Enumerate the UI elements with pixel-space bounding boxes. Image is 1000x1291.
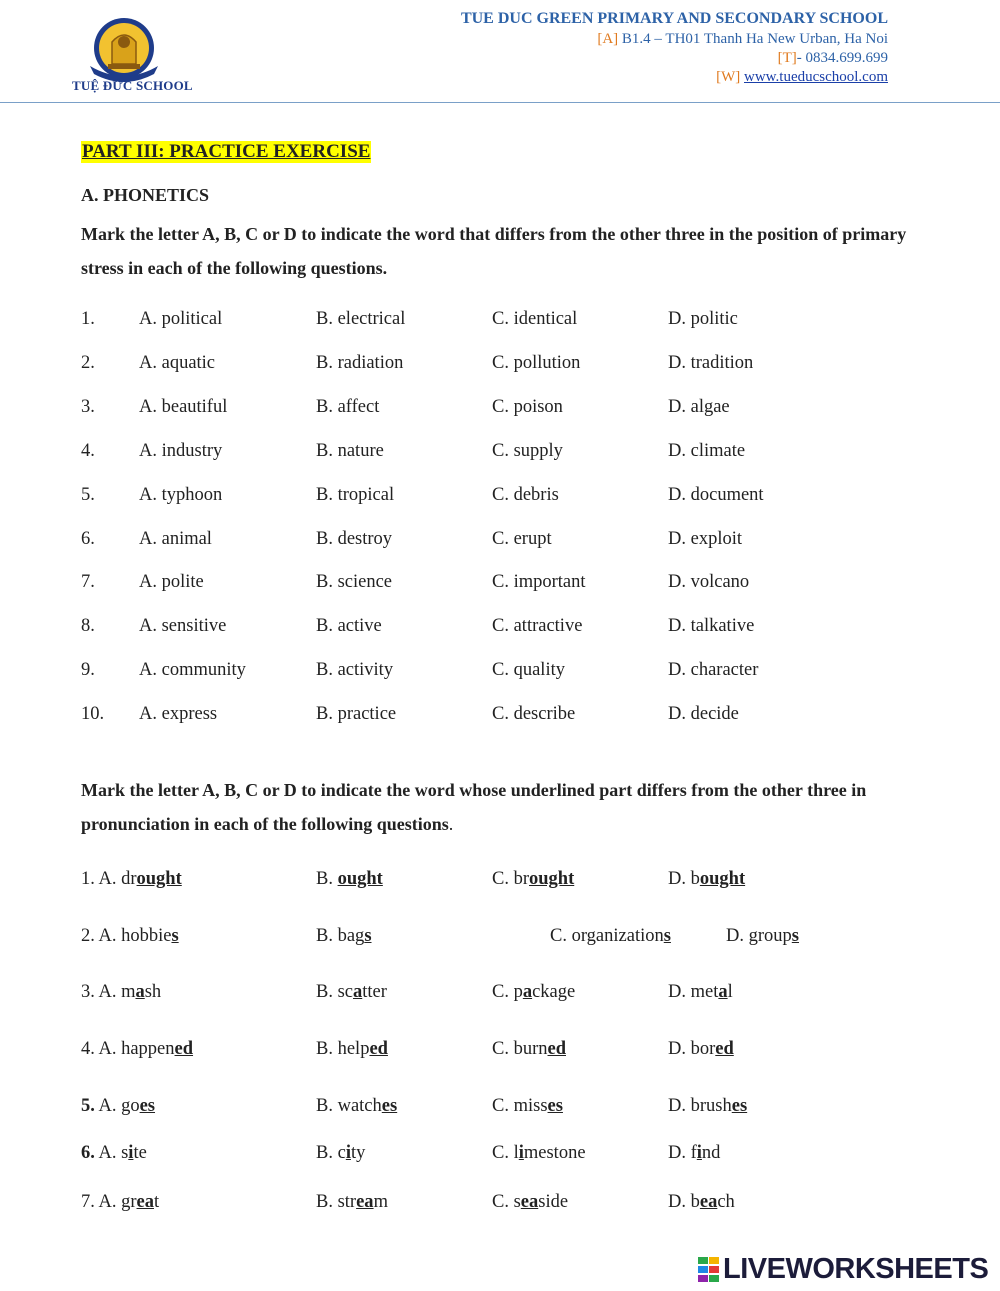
- question-number: 7.: [81, 1192, 99, 1212]
- underlined-part: ought: [699, 869, 746, 889]
- underlined-part: s: [171, 926, 179, 946]
- option-c[interactable]: C. important: [492, 572, 586, 593]
- underlined-part: ed: [174, 1039, 194, 1059]
- option-text-end: m: [373, 1192, 388, 1212]
- address-text: B1.4 – TH01 Thanh Ha New Urban, Ha Noi: [618, 31, 888, 47]
- option-d[interactable]: [726, 926, 799, 947]
- option-text: A. dr: [98, 869, 137, 889]
- option-c[interactable]: C. attractive: [492, 616, 583, 637]
- underlined-part: ought: [136, 869, 182, 889]
- option-text: B. str: [316, 1192, 357, 1212]
- option-a[interactable]: A. political: [139, 309, 223, 329]
- option-b[interactable]: B. affect: [316, 396, 380, 417]
- underlined-part: ought: [337, 869, 383, 889]
- stress-question-4: [0, 441, 1000, 467]
- option-a[interactable]: [81, 1192, 159, 1213]
- pron-question-5: [0, 1096, 1000, 1122]
- option-text-end: sh: [144, 982, 162, 1002]
- underlined-part: i: [518, 1143, 524, 1163]
- option-text: D. met: [668, 982, 719, 1002]
- option-a[interactable]: A. express: [139, 704, 218, 725]
- option-a[interactable]: A. aquatic: [139, 352, 216, 373]
- stress-question-7: [0, 572, 1000, 598]
- underlined-part: i: [345, 1143, 351, 1163]
- option-a[interactable]: A. typhoon: [139, 484, 223, 505]
- question-number: 6.: [81, 1143, 95, 1163]
- stress-question-3: [0, 397, 1000, 423]
- option-text: D. brush: [668, 1096, 732, 1116]
- option-text: C. s: [492, 1192, 521, 1212]
- school-address: [597, 31, 888, 48]
- option-d[interactable]: [668, 1039, 734, 1060]
- option-a[interactable]: [81, 869, 182, 890]
- option-b[interactable]: B. activity: [316, 660, 394, 681]
- option-text: A. happen: [98, 1039, 175, 1059]
- option-c[interactable]: C. debris: [492, 484, 559, 505]
- pronunciation-instruction-text: Mark the letter A, B, C or D to indicate the word whose underlined part differs from the other three in pronunciation in each of the following questions: [81, 780, 867, 834]
- option-text: B.: [316, 869, 338, 889]
- question-number: 1.: [81, 869, 99, 889]
- underlined-part: a: [522, 982, 533, 1002]
- underlined-part: i: [696, 1143, 702, 1163]
- option-text: C. burn: [492, 1039, 548, 1059]
- option-b[interactable]: [316, 869, 383, 890]
- school-website: [716, 69, 888, 86]
- phone-tag: [T]: [777, 50, 797, 66]
- underlined-part: ea: [136, 1192, 154, 1212]
- underlined-part: i: [128, 1143, 134, 1163]
- option-c[interactable]: C. erupt: [492, 528, 552, 549]
- stress-question-6: [0, 529, 1000, 555]
- underlined-part: ed: [369, 1039, 388, 1059]
- stress-question-8: [0, 616, 1000, 642]
- underlined-part: s: [364, 926, 372, 946]
- stress-question-2: [0, 353, 1000, 379]
- option-c[interactable]: C. pollution: [492, 352, 581, 373]
- option-d[interactable]: D. document: [668, 484, 764, 505]
- option-text: D. bor: [668, 1039, 716, 1059]
- option-d[interactable]: D. tradition: [668, 352, 754, 373]
- stress-instruction: Mark the letter A, B, C or D to indicate the word that differs from the other three in the position of primary stress in each of the following questions.: [81, 224, 907, 278]
- underlined-part: ea: [520, 1192, 539, 1212]
- pronunciation-instruction-end: .: [448, 814, 454, 834]
- option-d[interactable]: [668, 982, 733, 1003]
- option-text: A. hobbie: [98, 926, 172, 946]
- option-text: C. br: [492, 869, 529, 889]
- option-d[interactable]: [668, 1192, 735, 1213]
- option-text: D. f: [668, 1143, 697, 1163]
- phone-text: - 0834.699.699: [796, 50, 888, 66]
- option-text: B. c: [316, 1143, 346, 1163]
- underlined-part: es: [139, 1096, 156, 1116]
- pronunciation-instruction: [81, 773, 926, 841]
- pron-question-6: [0, 1143, 1000, 1169]
- option-text: A. gr: [98, 1192, 137, 1212]
- option-b[interactable]: B. science: [316, 572, 393, 593]
- pron-question-2: [0, 926, 1000, 952]
- stress-question-1: [0, 309, 1000, 335]
- option-b[interactable]: [316, 982, 387, 1003]
- underlined-part: s: [791, 926, 799, 946]
- question-number: 2.: [81, 926, 99, 946]
- option-b[interactable]: B. practice: [316, 704, 397, 725]
- option-text-end: t: [153, 1192, 160, 1212]
- school-name: TUE DUC GREEN PRIMARY AND SECONDARY SCHOOL: [460, 10, 888, 27]
- option-text-end: ch: [717, 1192, 735, 1212]
- option-text: C. organization: [550, 926, 664, 946]
- option-text: C. miss: [492, 1096, 548, 1116]
- option-text-end: l: [727, 982, 733, 1002]
- liveworksheets-text: LIVEWORKSHEETS: [723, 1253, 989, 1285]
- part-title: PART III: PRACTICE EXERCISE: [82, 141, 371, 162]
- question-number: 3.: [81, 396, 95, 417]
- option-d[interactable]: D. decide: [668, 704, 739, 725]
- option-d[interactable]: D. character: [668, 660, 759, 681]
- underlined-part: a: [135, 982, 145, 1002]
- option-text-end: ckage: [532, 982, 576, 1002]
- pron-question-7: [0, 1192, 1000, 1218]
- option-text: B. bag: [316, 926, 365, 946]
- underlined-part: ea: [699, 1192, 718, 1212]
- option-text-end: ty: [350, 1143, 366, 1163]
- header-divider: [0, 102, 1000, 103]
- pron-question-1: [0, 869, 1000, 895]
- option-c[interactable]: [550, 926, 671, 947]
- option-c[interactable]: C. identical: [492, 309, 578, 329]
- option-b[interactable]: B. electrical: [316, 309, 406, 329]
- underlined-part: ed: [715, 1039, 734, 1059]
- option-a[interactable]: A. polite: [139, 572, 204, 593]
- option-b[interactable]: [316, 1096, 397, 1117]
- option-text-end: nd: [701, 1143, 721, 1163]
- option-d[interactable]: D. talkative: [668, 616, 755, 637]
- logo-text: TUỆ ĐỨC SCHOOL: [72, 78, 193, 93]
- question-number: 6.: [81, 528, 95, 549]
- underlined-part: es: [547, 1096, 563, 1116]
- option-c[interactable]: C. quality: [492, 660, 565, 681]
- stress-question-9: [0, 660, 1000, 686]
- option-a[interactable]: [81, 1039, 193, 1060]
- option-d[interactable]: D. exploit: [668, 528, 742, 549]
- option-c[interactable]: [492, 982, 575, 1003]
- underlined-part: ed: [547, 1039, 566, 1059]
- option-d[interactable]: [668, 1143, 720, 1164]
- option-d[interactable]: [668, 1096, 747, 1117]
- option-b[interactable]: [316, 1192, 388, 1213]
- underlined-part: a: [353, 982, 363, 1002]
- underlined-part: es: [381, 1096, 398, 1116]
- stress-question-5: [0, 485, 1000, 511]
- question-number: 10.: [81, 704, 105, 725]
- option-text-end: side: [538, 1192, 569, 1212]
- question-number: 7.: [81, 572, 95, 593]
- school-phone: [778, 50, 888, 67]
- option-a[interactable]: A. animal: [139, 528, 212, 549]
- question-number: 3.: [81, 982, 99, 1002]
- option-text-end: mestone: [523, 1143, 586, 1163]
- option-text: A. go: [94, 1096, 140, 1116]
- question-number: 2.: [81, 352, 95, 373]
- option-text: B. watch: [316, 1096, 382, 1116]
- option-b[interactable]: B. radiation: [316, 352, 404, 373]
- underlined-part: ought: [529, 869, 575, 889]
- option-text-end: tter: [362, 982, 387, 1002]
- option-a[interactable]: A. community: [139, 660, 246, 681]
- option-b[interactable]: B. destroy: [316, 528, 393, 549]
- option-text: C. p: [492, 982, 523, 1002]
- option-d[interactable]: D. algae: [668, 396, 730, 417]
- stress-question-10: [0, 704, 1000, 730]
- address-tag: [A]: [597, 31, 619, 47]
- option-d[interactable]: D. politic: [668, 309, 738, 329]
- option-b[interactable]: [316, 1143, 365, 1164]
- option-text: B. sc: [316, 982, 353, 1002]
- underlined-part: es: [731, 1096, 748, 1116]
- option-a[interactable]: [81, 982, 161, 1003]
- option-text: A. s: [94, 1143, 129, 1163]
- option-c[interactable]: [492, 1192, 568, 1213]
- question-number: 4.: [81, 440, 95, 461]
- option-b[interactable]: B. active: [316, 616, 382, 637]
- option-d[interactable]: D. climate: [668, 440, 746, 461]
- option-d[interactable]: D. volcano: [668, 572, 750, 593]
- option-c[interactable]: [492, 1039, 566, 1060]
- option-a[interactable]: [81, 926, 179, 947]
- option-d[interactable]: [668, 869, 745, 890]
- question-number: 1.: [81, 309, 95, 329]
- option-c[interactable]: C. supply: [492, 440, 563, 461]
- option-a[interactable]: A. industry: [139, 440, 223, 461]
- option-b[interactable]: B. tropical: [316, 484, 395, 505]
- option-c[interactable]: [492, 1096, 563, 1117]
- liveworksheets-icon: [698, 1257, 720, 1283]
- option-a[interactable]: A. sensitive: [139, 616, 227, 637]
- question-number: 8.: [81, 616, 95, 637]
- option-text: D. group: [726, 926, 792, 946]
- option-text: D. b: [668, 1192, 700, 1212]
- pron-question-4: [0, 1039, 1000, 1065]
- option-text-end: te: [133, 1143, 147, 1163]
- web-tag: [W]: [716, 69, 741, 85]
- option-b[interactable]: B. nature: [316, 440, 384, 461]
- pron-question-3: [0, 982, 1000, 1008]
- option-a[interactable]: [81, 1096, 155, 1117]
- option-text: A. m: [98, 982, 136, 1002]
- option-b[interactable]: [316, 926, 372, 947]
- option-c[interactable]: [492, 869, 574, 890]
- website-link[interactable]: www.tueducschool.com: [744, 69, 888, 85]
- question-number: 9.: [81, 660, 95, 681]
- option-c[interactable]: C. poison: [492, 396, 563, 417]
- option-text: D. b: [668, 869, 700, 889]
- option-a[interactable]: [81, 1143, 147, 1164]
- underlined-part: a: [718, 982, 728, 1002]
- option-text: C. l: [492, 1143, 519, 1163]
- option-text: B. help: [316, 1039, 370, 1059]
- question-number: 5.: [81, 484, 95, 505]
- section-title: A. PHONETICS: [81, 185, 210, 205]
- question-number: 5.: [81, 1096, 95, 1116]
- option-c[interactable]: C. describe: [492, 704, 576, 725]
- option-c[interactable]: [492, 1143, 586, 1164]
- question-number: 4.: [81, 1039, 99, 1059]
- underlined-part: ea: [356, 1192, 374, 1212]
- option-b[interactable]: [316, 1039, 388, 1060]
- option-a[interactable]: A. beautiful: [139, 396, 228, 417]
- underlined-part: s: [663, 926, 671, 946]
